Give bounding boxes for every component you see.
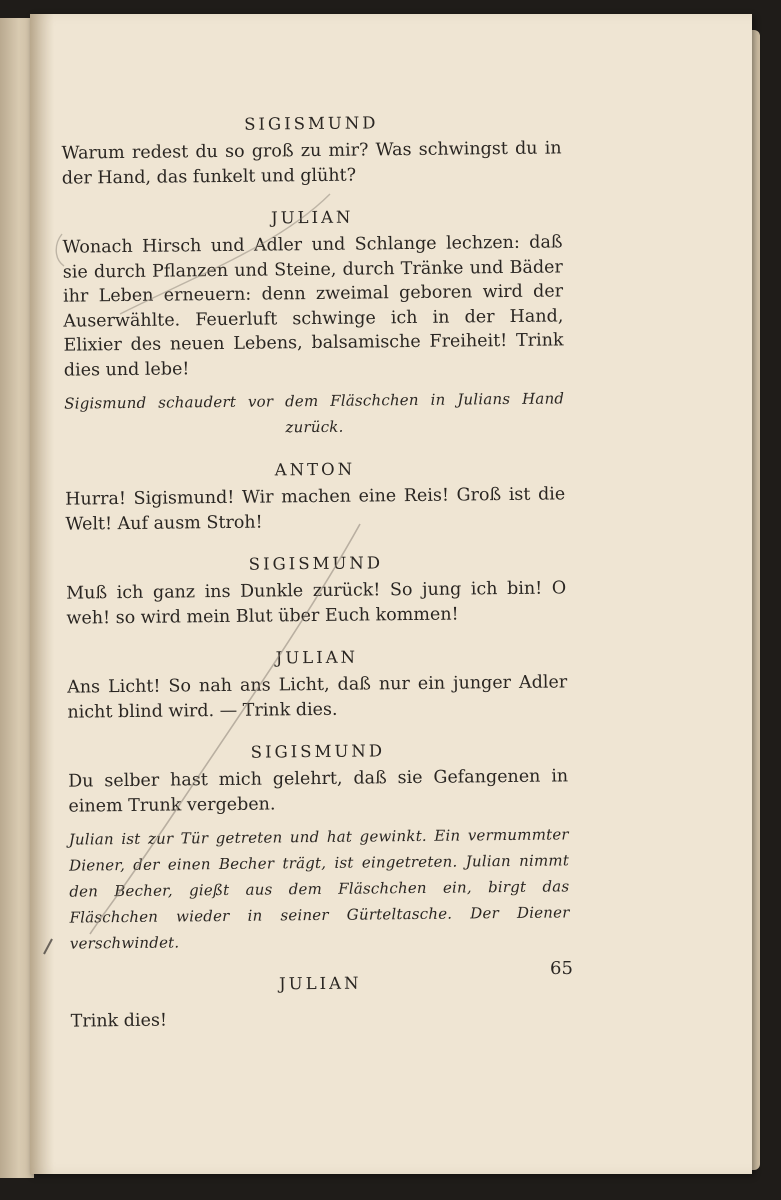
speaker-name: ANTON	[274, 459, 356, 480]
book-page	[30, 14, 752, 1174]
speaker-name: SIGISMUND	[250, 741, 386, 762]
speech: Muß ich ganz ins Dunkle zurück! So jung ich bin! O weh! so wird mein Blut über Euch kommen!	[66, 578, 567, 629]
speaker-name: JULIAN	[270, 207, 354, 228]
facing-page-edge	[0, 18, 34, 1178]
speech: Hurra! Sigismund! Wir machen eine Reis! Groß ist die Welt! Auf ausm Stroh!	[65, 484, 566, 535]
speaker-name: JULIAN	[275, 647, 359, 668]
speech: Ans Licht! So nah ans Licht, daß nur ein junger Adler nicht blind wird. — Trink dies.	[67, 672, 568, 723]
play-text	[61, 111, 571, 1034]
stage-direction: Julian ist zur Tür getreten und hat gewinkt. Ein vermummter Diener, der einen Becher trägt, ist eingetreten. Julian nimmt den Becher, gießt aus dem Fläschchen ein, birgt das Fläschchen wieder in seiner Gürteltasche. Der Diener verschwindet.	[68, 825, 570, 953]
speech: Du selber hast mich gelehrt, daß sie Gefangenen in einem Trunk vergeben.	[68, 766, 569, 817]
speech: Warum redest du so groß zu mir? Was schwingst du in der Hand, das funkelt und glüht?	[61, 138, 562, 189]
speaker-name: JULIAN	[279, 973, 362, 994]
speaker-name: SIGISMUND	[244, 113, 379, 134]
stage-direction: Sigismund schaudert vor dem Fläschchen in Julians Hand zurück.	[64, 389, 565, 437]
speech: Trink dies!	[70, 1010, 168, 1032]
speech: Wonach Hirsch und Adler und Schlange lechzen: daß sie durch Pflanzen und Steine, durch Tränke und Bäder ihr Leben erneuern: denn zweimal geboren wird der Auserwählte. Feuerluft schwinge ich in der Hand, Elixier des neuen Lebens, balsamische Freiheit! Trink dies und lebe!	[62, 232, 564, 381]
speaker-name: SIGISMUND	[248, 553, 384, 574]
page-number: 65	[550, 958, 573, 979]
